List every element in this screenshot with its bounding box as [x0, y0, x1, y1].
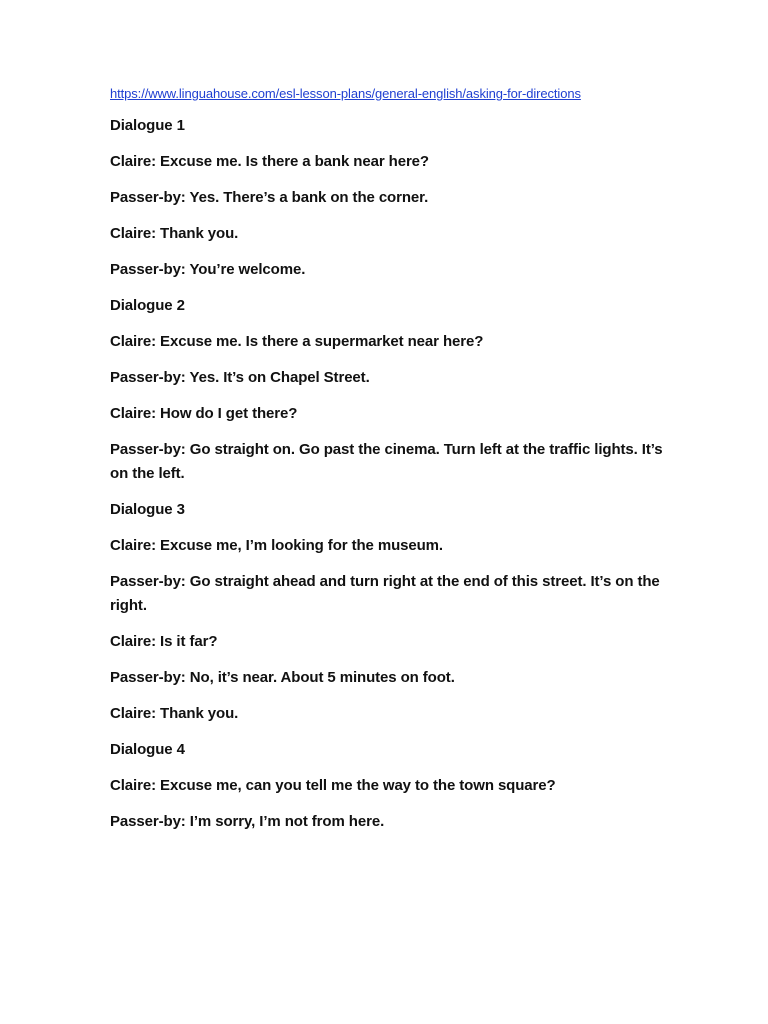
- dialogue-line: Claire: Excuse me, can you tell me the way to the town square?: [110, 777, 556, 794]
- dialogue-line: Claire: Excuse me. Is there a supermarket near here?: [110, 333, 484, 350]
- dialogue-line: Passer-by: Go straight ahead and turn right at the end of this street. It’s on the right.: [110, 573, 660, 614]
- dialogue-3-heading: Dialogue 3: [110, 501, 185, 518]
- source-link[interactable]: https://www.linguahouse.com/esl-lesson-plans/general-english/asking-for-directions: [110, 86, 581, 101]
- dialogue-line: Claire: Is it far?: [110, 633, 218, 650]
- dialogue-2-heading: Dialogue 2: [110, 297, 185, 314]
- document-body: [110, 84, 670, 846]
- dialogue-line: Claire: How do I get there?: [110, 405, 298, 422]
- dialogue-line: Passer-by: Go straight on. Go past the cinema. Turn left at the traffic lights. It’s on the left.: [110, 441, 663, 482]
- dialogue-line: Passer-by: Yes. There’s a bank on the corner.: [110, 189, 429, 206]
- dialogue-line: Claire: Thank you.: [110, 225, 239, 242]
- dialogue-line: Passer-by: You’re welcome.: [110, 261, 306, 278]
- dialogue-line: Claire: Excuse me. Is there a bank near here?: [110, 153, 429, 170]
- dialogue-line: Passer-by: No, it’s near. About 5 minutes on foot.: [110, 669, 455, 686]
- dialogue-line: Claire: Excuse me, I’m looking for the museum.: [110, 537, 443, 554]
- dialogue-4-heading: Dialogue 4: [110, 741, 185, 758]
- dialogue-line: Claire: Thank you.: [110, 705, 239, 722]
- dialogue-line: Passer-by: I’m sorry, I’m not from here.: [110, 813, 385, 830]
- dialogue-1-heading: Dialogue 1: [110, 117, 185, 134]
- dialogue-line: Passer-by: Yes. It’s on Chapel Street.: [110, 369, 370, 386]
